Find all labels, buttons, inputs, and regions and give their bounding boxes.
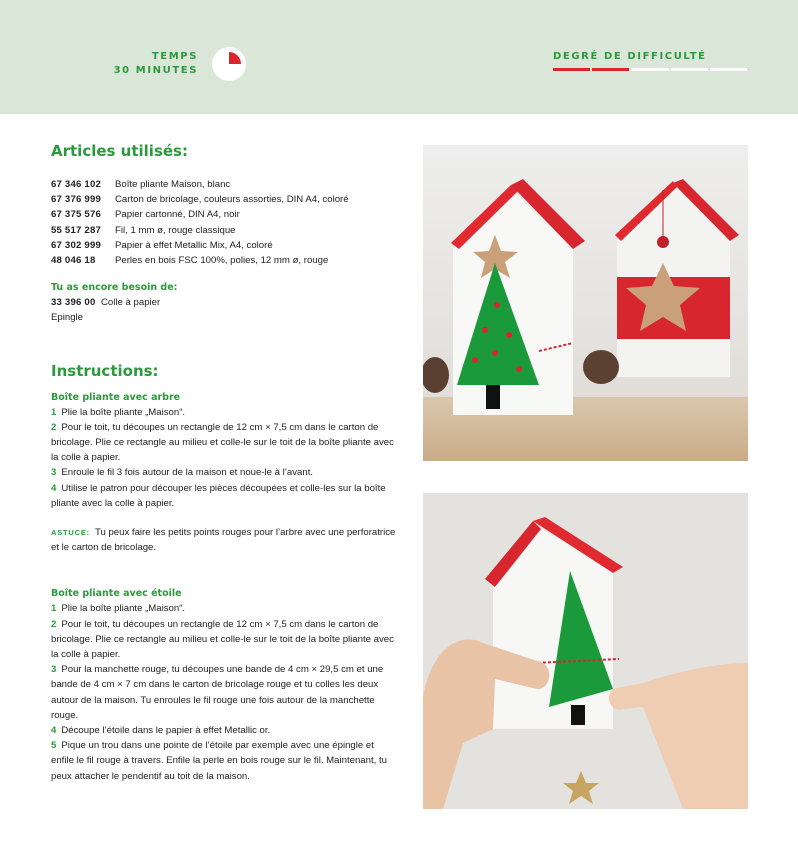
needed-item xyxy=(51,295,396,310)
step-text: Pour la manchette rouge, tu découpes une bande de 4 cm × 29,5 cm et une bande de 4 cm × 7 cm dans le carton de bricolage rouge et tu colles les deux autour de la maison. Tu enroules le fil rouge une fois autour de la manchette rouge. xyxy=(51,664,384,721)
step-text: Plie la boîte pliante „Maison“. xyxy=(61,603,186,615)
step-number: 1 xyxy=(51,603,57,615)
step-text: Plie la boîte pliante „Maison“. xyxy=(61,406,186,418)
material-item xyxy=(51,207,396,222)
material-code: 67 346 102 xyxy=(51,179,102,190)
material-code: 67 302 999 xyxy=(51,239,102,251)
left-column xyxy=(51,140,396,784)
photo-assembly-hands xyxy=(423,493,748,809)
material-item xyxy=(51,192,396,207)
step-number: 1 xyxy=(51,406,57,418)
difficulty-bar xyxy=(553,68,590,71)
needed-desc: Colle à papier xyxy=(101,297,161,309)
difficulty-bar xyxy=(710,68,747,71)
material-code: 48 046 18 xyxy=(51,255,96,267)
step-text: Pour le toit, tu découpes un rectangle de 12 cm × 7,5 cm dans le carton de bricolage. Plie ce rectangle au milieu et colle-le sur le toit de la boîte pliante avec la colle à papier. xyxy=(51,618,394,661)
time-label: TEMPS xyxy=(151,51,198,62)
section-star xyxy=(51,587,396,783)
section-star-title: Boîte pliante avec étoile xyxy=(51,588,182,600)
material-code: 67 376 999 xyxy=(51,194,102,206)
section-tree-title: Boîte pliante avec arbre xyxy=(51,391,181,403)
difficulty-bar xyxy=(631,68,668,71)
tip-text: Tu peux faire les petits points rouges pour l’arbre avec une perforatrice et le carton de bricolage. xyxy=(51,527,396,554)
material-item xyxy=(51,177,396,192)
time-value: 30 MINUTES xyxy=(113,65,198,76)
materials-list xyxy=(51,177,396,268)
time-block xyxy=(100,50,198,78)
step xyxy=(51,662,396,723)
step xyxy=(51,723,396,738)
step xyxy=(51,420,396,466)
step-number: 2 xyxy=(51,421,57,433)
difficulty-label: DEGRÉ DE DIFFICULTÉ xyxy=(553,51,707,62)
tip-label: ASTUCE: xyxy=(51,528,90,538)
step xyxy=(51,617,396,663)
step xyxy=(51,405,396,420)
difficulty-meter xyxy=(553,68,747,71)
step-text: Découpe l’étoile dans le papier à effet Metallic or. xyxy=(61,725,271,737)
material-desc: Papier cartonné, DIN A4, noir xyxy=(115,209,240,221)
material-code: 67 375 576 xyxy=(51,209,102,221)
step-number: 2 xyxy=(51,618,57,630)
material-desc: Carton de bricolage, couleurs assorties, DIN A4, coloré xyxy=(115,194,349,206)
header-band xyxy=(0,0,798,114)
material-item xyxy=(51,253,396,268)
material-code: 55 517 287 xyxy=(51,224,102,236)
step-text: Utilise le patron pour découper les pièces découpées et colle-les sur la boîte pliante avec la colle à papier. xyxy=(51,482,386,509)
step xyxy=(51,465,396,480)
material-desc: Boîte pliante Maison, blanc xyxy=(115,179,231,190)
step-number: 4 xyxy=(51,482,57,494)
material-item xyxy=(51,238,396,253)
step-number: 3 xyxy=(51,467,57,479)
material-desc: Fil, 1 mm ø, rouge classique xyxy=(115,224,236,236)
material-desc: Papier à effet Metallic Mix, A4, coloré xyxy=(115,239,273,251)
difficulty-bar xyxy=(592,68,629,71)
materials-title: Articles utilisés: xyxy=(51,142,188,160)
step-text: Pique un trou dans une pointe de l’étoile par exemple avec une épingle et enfile le fil rouge à travers. Enfile la perle en bois rouge sur le fil. Maintenant, tu peux attacher le pendentif au toit de la maison. xyxy=(51,740,387,782)
instructions-title: Instructions: xyxy=(51,361,159,380)
needed-item xyxy=(51,310,396,325)
clock-icon xyxy=(212,47,246,81)
difficulty-bar xyxy=(671,68,708,71)
material-desc: Perles en bois FSC 100%, polies, 12 mm ø, rouge xyxy=(115,255,329,267)
also-needed xyxy=(51,281,396,325)
needed-desc: Epingle xyxy=(51,312,84,324)
step-text: Enroule le fil 3 fois autour de la maison et noue-le à l’avant. xyxy=(61,467,314,479)
section-tree xyxy=(51,391,396,556)
also-needed-title: Tu as encore besoin de: xyxy=(51,282,178,294)
step-number: 4 xyxy=(51,725,57,737)
photo-finished-houses xyxy=(423,145,748,461)
step xyxy=(51,481,396,511)
step xyxy=(51,601,396,616)
step-text: Pour le toit, tu découpes un rectangle de 12 cm × 7,5 cm dans le carton de bricolage. Plie ce rectangle au milieu et colle-le sur le toit de la boîte pliante avec la colle à papier. xyxy=(51,421,394,464)
step-number: 3 xyxy=(51,664,57,676)
needed-code: 33 396 00 xyxy=(51,297,96,309)
material-item xyxy=(51,223,396,238)
step xyxy=(51,738,396,784)
tip xyxy=(51,525,396,555)
step-number: 5 xyxy=(51,740,57,752)
